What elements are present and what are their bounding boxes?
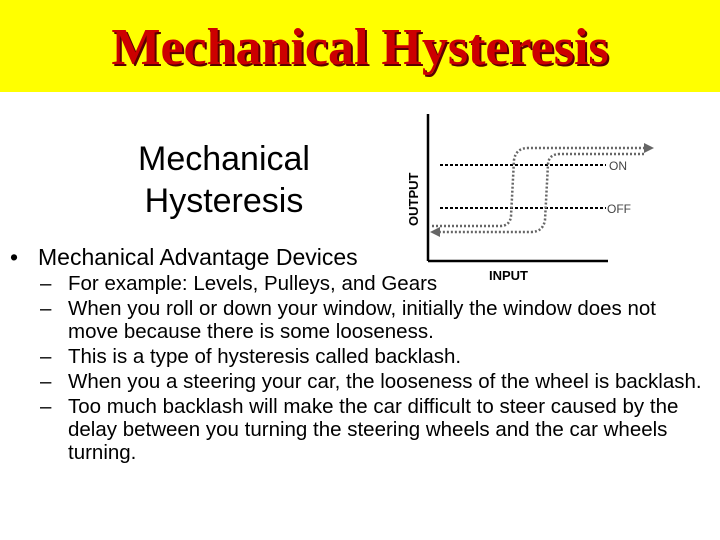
right-arrow-icon bbox=[644, 143, 654, 153]
sub-item-1 bbox=[10, 272, 710, 295]
sub-item-2 bbox=[10, 297, 710, 343]
sub-marker: – bbox=[40, 395, 52, 418]
sub-item-4 bbox=[10, 370, 710, 393]
sub-item-text: When you a steering your car, the looseness of the wheel is backlash. bbox=[68, 370, 702, 393]
bullet-item bbox=[10, 242, 710, 272]
sub-item-5 bbox=[10, 395, 710, 464]
x-axis-label: INPUT bbox=[489, 268, 528, 283]
sub-item-3 bbox=[10, 345, 710, 368]
sub-item-text: This is a type of hysteresis called backlash. bbox=[68, 345, 462, 368]
sub-marker: – bbox=[40, 345, 52, 368]
on-label: ON bbox=[609, 159, 627, 173]
slide-title: Mechanical Hysteresis bbox=[111, 19, 609, 76]
sub-item-text: Too much backlash will make the car difficult to steer caused by the delay between you turning the steering wheels and the car wheels turning. bbox=[68, 395, 679, 464]
figure-heading bbox=[104, 138, 344, 222]
sub-marker: – bbox=[40, 297, 52, 320]
off-label: OFF bbox=[607, 202, 631, 216]
bullet-marker: • bbox=[10, 244, 19, 270]
bullet-text: Mechanical Advantage Devices bbox=[38, 244, 358, 270]
left-arrow-icon bbox=[430, 227, 440, 237]
y-axis-label: OUTPUT bbox=[406, 172, 421, 226]
sub-item-text: For example: Levels, Pulleys, and Gears bbox=[68, 272, 438, 295]
figure-heading-line-2: Hysteresis bbox=[144, 182, 304, 220]
bullet-list bbox=[10, 242, 710, 466]
sub-item-text: When you roll or down your window, initially the window does not move because there is some looseness. bbox=[68, 297, 656, 343]
sub-marker: – bbox=[40, 272, 52, 295]
figure-heading-line-1: Mechanical bbox=[138, 140, 310, 178]
sub-marker: – bbox=[40, 370, 52, 393]
